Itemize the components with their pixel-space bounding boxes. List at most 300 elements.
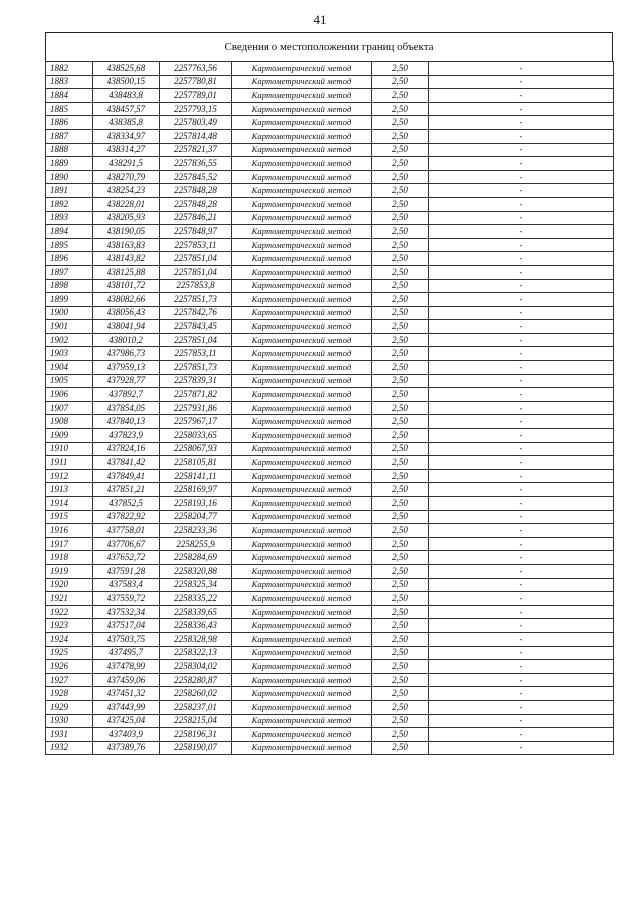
table-row	[46, 211, 614, 225]
table-row	[46, 361, 614, 375]
x-coordinate-cell: 438082,66	[93, 293, 160, 307]
point-number-cell: 1890	[46, 170, 93, 184]
y-coordinate-cell: 2258215,04	[160, 714, 232, 728]
point-number-cell: 1885	[46, 102, 93, 116]
point-number-cell: 1895	[46, 238, 93, 252]
y-coordinate-cell: 2258325,34	[160, 578, 232, 592]
method-cell: Картометрический метод	[232, 265, 372, 279]
accuracy-cell: 2,50	[372, 374, 429, 388]
note-cell: -	[429, 225, 614, 239]
accuracy-cell: 2,50	[372, 619, 429, 633]
note-cell: -	[429, 143, 614, 157]
method-cell: Картометрический метод	[232, 551, 372, 565]
x-coordinate-cell: 437389,76	[93, 741, 160, 755]
note-cell: -	[429, 429, 614, 443]
x-coordinate-cell: 437852,5	[93, 497, 160, 511]
method-cell: Картометрический метод	[232, 388, 372, 402]
note-cell: -	[429, 619, 614, 633]
y-coordinate-cell: 2258169,97	[160, 483, 232, 497]
method-cell: Картометрический метод	[232, 197, 372, 211]
y-coordinate-cell: 2258105,81	[160, 456, 232, 470]
point-number-cell: 1930	[46, 714, 93, 728]
point-number-cell: 1887	[46, 129, 93, 143]
accuracy-cell: 2,50	[372, 170, 429, 184]
accuracy-cell: 2,50	[372, 497, 429, 511]
point-number-cell: 1886	[46, 116, 93, 130]
x-coordinate-cell: 437532,34	[93, 605, 160, 619]
table-row	[46, 687, 614, 701]
y-coordinate-cell: 2257780,81	[160, 75, 232, 89]
method-cell: Картометрический метод	[232, 89, 372, 103]
note-cell: -	[429, 578, 614, 592]
table-row	[46, 306, 614, 320]
note-cell: -	[429, 306, 614, 320]
note-cell: -	[429, 75, 614, 89]
note-cell: -	[429, 320, 614, 334]
table-row	[46, 170, 614, 184]
x-coordinate-cell: 437443,99	[93, 700, 160, 714]
x-coordinate-cell: 438314,27	[93, 143, 160, 157]
table-row	[46, 388, 614, 402]
note-cell: -	[429, 102, 614, 116]
x-coordinate-cell: 437823,9	[93, 429, 160, 443]
accuracy-cell: 2,50	[372, 238, 429, 252]
x-coordinate-cell: 438483,8	[93, 89, 160, 103]
x-coordinate-cell: 437959,13	[93, 361, 160, 375]
accuracy-cell: 2,50	[372, 75, 429, 89]
table-row	[46, 551, 614, 565]
method-cell: Картометрический метод	[232, 102, 372, 116]
point-number-cell: 1889	[46, 157, 93, 171]
method-cell: Картометрический метод	[232, 578, 372, 592]
method-cell: Картометрический метод	[232, 62, 372, 76]
y-coordinate-cell: 2257845,52	[160, 170, 232, 184]
table-row	[46, 333, 614, 347]
x-coordinate-cell: 437591,28	[93, 564, 160, 578]
note-cell: -	[429, 279, 614, 293]
table-row	[46, 374, 614, 388]
y-coordinate-cell: 2258067,93	[160, 442, 232, 456]
method-cell: Картометрический метод	[232, 605, 372, 619]
accuracy-cell: 2,50	[372, 510, 429, 524]
accuracy-cell: 2,50	[372, 102, 429, 116]
y-coordinate-cell: 2257851,04	[160, 252, 232, 266]
note-cell: -	[429, 456, 614, 470]
table-row	[46, 252, 614, 266]
x-coordinate-cell: 438125,88	[93, 265, 160, 279]
note-cell: -	[429, 728, 614, 742]
y-coordinate-cell: 2257967,17	[160, 415, 232, 429]
x-coordinate-cell: 438525,68	[93, 62, 160, 76]
point-number-cell: 1901	[46, 320, 93, 334]
y-coordinate-cell: 2258304,02	[160, 660, 232, 674]
point-number-cell: 1908	[46, 415, 93, 429]
method-cell: Картометрический метод	[232, 170, 372, 184]
y-coordinate-cell: 2257871,82	[160, 388, 232, 402]
method-cell: Картометрический метод	[232, 442, 372, 456]
note-cell: -	[429, 184, 614, 198]
x-coordinate-cell: 437892,7	[93, 388, 160, 402]
point-number-cell: 1913	[46, 483, 93, 497]
y-coordinate-cell: 2258196,31	[160, 728, 232, 742]
table-row	[46, 62, 614, 76]
method-cell: Картометрический метод	[232, 361, 372, 375]
method-cell: Картометрический метод	[232, 714, 372, 728]
y-coordinate-cell: 2257803,49	[160, 116, 232, 130]
accuracy-cell: 2,50	[372, 225, 429, 239]
x-coordinate-cell: 437503,75	[93, 632, 160, 646]
note-cell: -	[429, 129, 614, 143]
method-cell: Картометрический метод	[232, 306, 372, 320]
accuracy-cell: 2,50	[372, 129, 429, 143]
method-cell: Картометрический метод	[232, 483, 372, 497]
boundary-points-table	[45, 61, 614, 755]
point-number-cell: 1911	[46, 456, 93, 470]
x-coordinate-cell: 437851,21	[93, 483, 160, 497]
note-cell: -	[429, 157, 614, 171]
point-number-cell: 1896	[46, 252, 93, 266]
y-coordinate-cell: 2258339,65	[160, 605, 232, 619]
y-coordinate-cell: 2257793,15	[160, 102, 232, 116]
x-coordinate-cell: 437849,41	[93, 469, 160, 483]
y-coordinate-cell: 2258141,11	[160, 469, 232, 483]
note-cell: -	[429, 605, 614, 619]
point-number-cell: 1914	[46, 497, 93, 511]
accuracy-cell: 2,50	[372, 265, 429, 279]
point-number-cell: 1909	[46, 429, 93, 443]
point-number-cell: 1884	[46, 89, 93, 103]
y-coordinate-cell: 2257851,04	[160, 265, 232, 279]
x-coordinate-cell: 437478,99	[93, 660, 160, 674]
method-cell: Картометрический метод	[232, 700, 372, 714]
x-coordinate-cell: 438254,23	[93, 184, 160, 198]
point-number-cell: 1923	[46, 619, 93, 633]
point-number-cell: 1904	[46, 361, 93, 375]
accuracy-cell: 2,50	[372, 143, 429, 157]
table-row	[46, 75, 614, 89]
note-cell: -	[429, 469, 614, 483]
method-cell: Картометрический метод	[232, 456, 372, 470]
method-cell: Картометрический метод	[232, 157, 372, 171]
accuracy-cell: 2,50	[372, 361, 429, 375]
point-number-cell: 1905	[46, 374, 93, 388]
table-row	[46, 225, 614, 239]
y-coordinate-cell: 2257853,11	[160, 238, 232, 252]
accuracy-cell: 2,50	[372, 279, 429, 293]
note-cell: -	[429, 537, 614, 551]
point-number-cell: 1897	[46, 265, 93, 279]
y-coordinate-cell: 2258284,69	[160, 551, 232, 565]
table-row	[46, 524, 614, 538]
accuracy-cell: 2,50	[372, 429, 429, 443]
y-coordinate-cell: 2258322,13	[160, 646, 232, 660]
table-row	[46, 605, 614, 619]
point-number-cell: 1915	[46, 510, 93, 524]
method-cell: Картометрический метод	[232, 401, 372, 415]
table-row	[46, 184, 614, 198]
note-cell: -	[429, 361, 614, 375]
accuracy-cell: 2,50	[372, 89, 429, 103]
table-row	[46, 293, 614, 307]
y-coordinate-cell: 2257843,45	[160, 320, 232, 334]
note-cell: -	[429, 197, 614, 211]
x-coordinate-cell: 437758,01	[93, 524, 160, 538]
accuracy-cell: 2,50	[372, 728, 429, 742]
point-number-cell: 1926	[46, 660, 93, 674]
note-cell: -	[429, 497, 614, 511]
accuracy-cell: 2,50	[372, 442, 429, 456]
x-coordinate-cell: 438190,05	[93, 225, 160, 239]
y-coordinate-cell: 2258255,9	[160, 537, 232, 551]
note-cell: -	[429, 293, 614, 307]
accuracy-cell: 2,50	[372, 469, 429, 483]
y-coordinate-cell: 2257836,55	[160, 157, 232, 171]
table-row	[46, 129, 614, 143]
y-coordinate-cell: 2257814,48	[160, 129, 232, 143]
table-row	[46, 102, 614, 116]
point-number-cell: 1929	[46, 700, 93, 714]
accuracy-cell: 2,50	[372, 184, 429, 198]
table-body	[46, 62, 614, 755]
note-cell: -	[429, 741, 614, 755]
table-row	[46, 143, 614, 157]
x-coordinate-cell: 437459,06	[93, 673, 160, 687]
accuracy-cell: 2,50	[372, 157, 429, 171]
note-cell: -	[429, 714, 614, 728]
point-number-cell: 1903	[46, 347, 93, 361]
method-cell: Картометрический метод	[232, 415, 372, 429]
method-cell: Картометрический метод	[232, 646, 372, 660]
x-coordinate-cell: 437824,16	[93, 442, 160, 456]
point-number-cell: 1932	[46, 741, 93, 755]
x-coordinate-cell: 437583,4	[93, 578, 160, 592]
y-coordinate-cell: 2258190,07	[160, 741, 232, 755]
method-cell: Картометрический метод	[232, 75, 372, 89]
note-cell: -	[429, 347, 614, 361]
table-row	[46, 456, 614, 470]
point-number-cell: 1892	[46, 197, 93, 211]
point-number-cell: 1900	[46, 306, 93, 320]
point-number-cell: 1907	[46, 401, 93, 415]
method-cell: Картометрический метод	[232, 564, 372, 578]
x-coordinate-cell: 438291,5	[93, 157, 160, 171]
method-cell: Картометрический метод	[232, 673, 372, 687]
note-cell: -	[429, 660, 614, 674]
coordinates-sheet	[45, 32, 613, 755]
accuracy-cell: 2,50	[372, 333, 429, 347]
point-number-cell: 1906	[46, 388, 93, 402]
method-cell: Картометрический метод	[232, 320, 372, 334]
accuracy-cell: 2,50	[372, 306, 429, 320]
x-coordinate-cell: 438270,79	[93, 170, 160, 184]
accuracy-cell: 2,50	[372, 564, 429, 578]
table-row	[46, 415, 614, 429]
method-cell: Картометрический метод	[232, 279, 372, 293]
note-cell: -	[429, 388, 614, 402]
method-cell: Картометрический метод	[232, 741, 372, 755]
table-row	[46, 442, 614, 456]
table-row	[46, 592, 614, 606]
note-cell: -	[429, 700, 614, 714]
note-cell: -	[429, 687, 614, 701]
note-cell: -	[429, 170, 614, 184]
y-coordinate-cell: 2257842,76	[160, 306, 232, 320]
point-number-cell: 1883	[46, 75, 93, 89]
y-coordinate-cell: 2257848,28	[160, 197, 232, 211]
accuracy-cell: 2,50	[372, 578, 429, 592]
table-row	[46, 89, 614, 103]
point-number-cell: 1917	[46, 537, 93, 551]
table-row	[46, 429, 614, 443]
y-coordinate-cell: 2258280,87	[160, 673, 232, 687]
method-cell: Картометрический метод	[232, 619, 372, 633]
x-coordinate-cell: 437652,72	[93, 551, 160, 565]
x-coordinate-cell: 438143,82	[93, 252, 160, 266]
x-coordinate-cell: 437822,92	[93, 510, 160, 524]
point-number-cell: 1891	[46, 184, 93, 198]
table-row	[46, 265, 614, 279]
point-number-cell: 1893	[46, 211, 93, 225]
y-coordinate-cell: 2258260,02	[160, 687, 232, 701]
table-row	[46, 157, 614, 171]
method-cell: Картометрический метод	[232, 537, 372, 551]
note-cell: -	[429, 238, 614, 252]
y-coordinate-cell: 2258233,36	[160, 524, 232, 538]
y-coordinate-cell: 2257763,56	[160, 62, 232, 76]
section-title: Сведения о местоположении границ объекта	[45, 32, 613, 61]
accuracy-cell: 2,50	[372, 197, 429, 211]
table-row	[46, 279, 614, 293]
note-cell: -	[429, 632, 614, 646]
x-coordinate-cell: 438101,72	[93, 279, 160, 293]
point-number-cell: 1898	[46, 279, 93, 293]
accuracy-cell: 2,50	[372, 673, 429, 687]
y-coordinate-cell: 2258204,77	[160, 510, 232, 524]
method-cell: Картометрический метод	[232, 143, 372, 157]
table-row	[46, 469, 614, 483]
note-cell: -	[429, 510, 614, 524]
table-row	[46, 578, 614, 592]
accuracy-cell: 2,50	[372, 320, 429, 334]
x-coordinate-cell: 438010,2	[93, 333, 160, 347]
point-number-cell: 1888	[46, 143, 93, 157]
y-coordinate-cell: 2257853,8	[160, 279, 232, 293]
note-cell: -	[429, 62, 614, 76]
point-number-cell: 1919	[46, 564, 93, 578]
accuracy-cell: 2,50	[372, 62, 429, 76]
point-number-cell: 1916	[46, 524, 93, 538]
method-cell: Картометрический метод	[232, 293, 372, 307]
method-cell: Картометрический метод	[232, 374, 372, 388]
point-number-cell: 1924	[46, 632, 93, 646]
table-row	[46, 401, 614, 415]
accuracy-cell: 2,50	[372, 401, 429, 415]
accuracy-cell: 2,50	[372, 456, 429, 470]
point-number-cell: 1918	[46, 551, 93, 565]
note-cell: -	[429, 401, 614, 415]
accuracy-cell: 2,50	[372, 252, 429, 266]
x-coordinate-cell: 438385,8	[93, 116, 160, 130]
x-coordinate-cell: 438056,43	[93, 306, 160, 320]
table-row	[46, 728, 614, 742]
point-number-cell: 1925	[46, 646, 93, 660]
table-row	[46, 673, 614, 687]
accuracy-cell: 2,50	[372, 524, 429, 538]
x-coordinate-cell: 437425,04	[93, 714, 160, 728]
note-cell: -	[429, 646, 614, 660]
y-coordinate-cell: 2257789,01	[160, 89, 232, 103]
note-cell: -	[429, 116, 614, 130]
accuracy-cell: 2,50	[372, 116, 429, 130]
y-coordinate-cell: 2258336,43	[160, 619, 232, 633]
point-number-cell: 1921	[46, 592, 93, 606]
accuracy-cell: 2,50	[372, 537, 429, 551]
x-coordinate-cell: 437841,42	[93, 456, 160, 470]
y-coordinate-cell: 2257851,73	[160, 361, 232, 375]
accuracy-cell: 2,50	[372, 483, 429, 497]
y-coordinate-cell: 2258320,88	[160, 564, 232, 578]
x-coordinate-cell: 438457,57	[93, 102, 160, 116]
x-coordinate-cell: 437403,9	[93, 728, 160, 742]
method-cell: Картометрический метод	[232, 687, 372, 701]
x-coordinate-cell: 438163,83	[93, 238, 160, 252]
x-coordinate-cell: 437986,73	[93, 347, 160, 361]
accuracy-cell: 2,50	[372, 646, 429, 660]
table-row	[46, 510, 614, 524]
accuracy-cell: 2,50	[372, 347, 429, 361]
table-row	[46, 646, 614, 660]
accuracy-cell: 2,50	[372, 714, 429, 728]
y-coordinate-cell: 2257931,86	[160, 401, 232, 415]
y-coordinate-cell: 2258335,22	[160, 592, 232, 606]
point-number-cell: 1882	[46, 62, 93, 76]
method-cell: Картометрический метод	[232, 116, 372, 130]
method-cell: Картометрический метод	[232, 592, 372, 606]
table-row	[46, 564, 614, 578]
table-row	[46, 197, 614, 211]
table-row	[46, 116, 614, 130]
accuracy-cell: 2,50	[372, 741, 429, 755]
accuracy-cell: 2,50	[372, 211, 429, 225]
x-coordinate-cell: 437495,7	[93, 646, 160, 660]
x-coordinate-cell: 438500,15	[93, 75, 160, 89]
method-cell: Картометрический метод	[232, 429, 372, 443]
y-coordinate-cell: 2257848,97	[160, 225, 232, 239]
point-number-cell: 1899	[46, 293, 93, 307]
method-cell: Картометрический метод	[232, 497, 372, 511]
y-coordinate-cell: 2258193,16	[160, 497, 232, 511]
table-row	[46, 347, 614, 361]
point-number-cell: 1922	[46, 605, 93, 619]
note-cell: -	[429, 89, 614, 103]
point-number-cell: 1910	[46, 442, 93, 456]
x-coordinate-cell: 437928,77	[93, 374, 160, 388]
y-coordinate-cell: 2257851,73	[160, 293, 232, 307]
table-row	[46, 497, 614, 511]
method-cell: Картометрический метод	[232, 225, 372, 239]
method-cell: Картометрический метод	[232, 333, 372, 347]
accuracy-cell: 2,50	[372, 660, 429, 674]
y-coordinate-cell: 2257848,28	[160, 184, 232, 198]
y-coordinate-cell: 2257851,04	[160, 333, 232, 347]
note-cell: -	[429, 524, 614, 538]
x-coordinate-cell: 437840,13	[93, 415, 160, 429]
note-cell: -	[429, 483, 614, 497]
note-cell: -	[429, 592, 614, 606]
note-cell: -	[429, 551, 614, 565]
method-cell: Картометрический метод	[232, 211, 372, 225]
x-coordinate-cell: 438228,01	[93, 197, 160, 211]
